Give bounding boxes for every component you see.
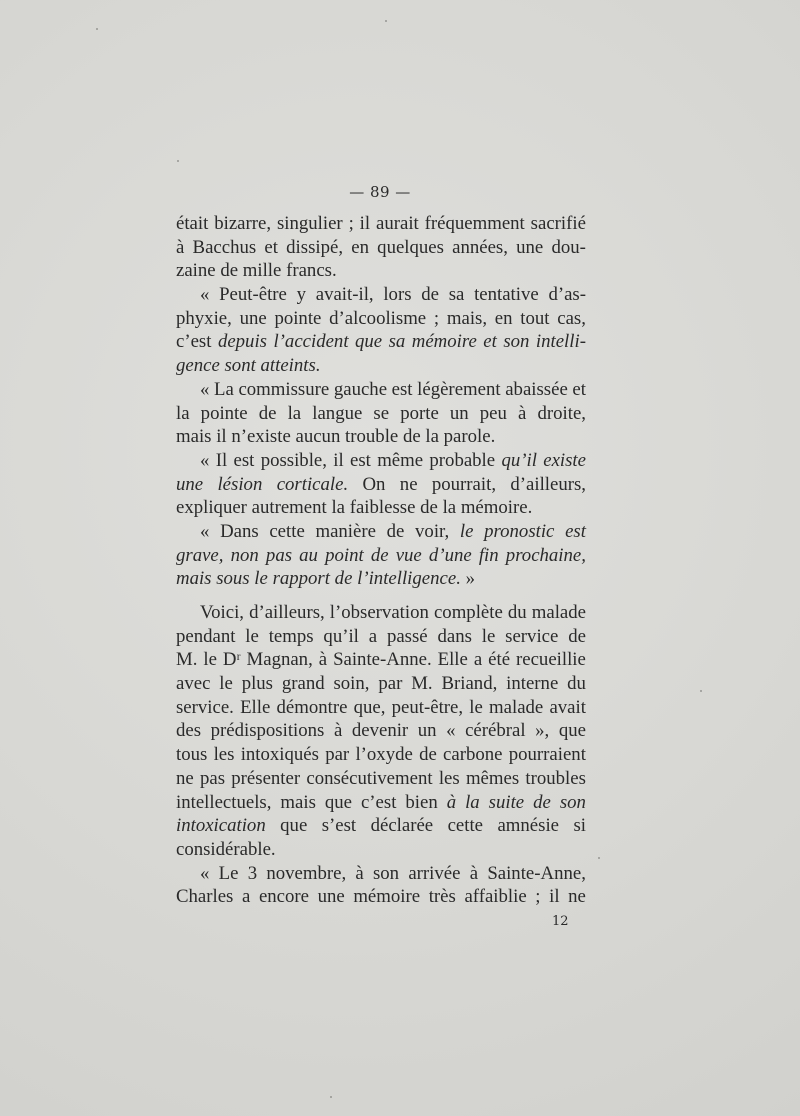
word: mémoire [411, 331, 477, 353]
word: l’intelligence. [357, 568, 461, 590]
word: « [200, 378, 210, 400]
word: un [417, 720, 437, 742]
text-line [176, 648, 586, 672]
word: est [391, 378, 413, 400]
word: n’existe [231, 426, 291, 448]
word: ne [176, 767, 194, 789]
word: parole. [443, 426, 496, 448]
word: tous [176, 744, 208, 766]
text-line [176, 236, 586, 260]
word: Sainte-Anne. [333, 649, 432, 671]
word: les [213, 744, 235, 766]
word: expliquer [176, 497, 247, 519]
word: droite, [537, 402, 586, 424]
word: que, [353, 696, 386, 718]
word: point [325, 544, 364, 566]
word: d’as- [548, 284, 586, 306]
word: si [573, 815, 586, 837]
word: ne [399, 473, 418, 495]
word: francs. [286, 260, 337, 282]
text-line [176, 378, 586, 402]
word: mais [280, 791, 316, 813]
word: présenter [231, 767, 301, 789]
word: « [446, 720, 456, 742]
word: déclarée [370, 815, 434, 837]
word: grand [281, 673, 325, 695]
word: à [176, 236, 185, 258]
word: zaine [176, 260, 216, 282]
text-line [176, 544, 586, 568]
word: malade [489, 696, 544, 718]
word: cette [269, 520, 305, 542]
word: dissipé, [286, 236, 344, 258]
word: Il [215, 449, 228, 471]
word: peut-être, [391, 696, 464, 718]
word: une [317, 886, 345, 908]
word: affaiblie [464, 886, 527, 908]
text-line [176, 696, 586, 720]
word: M. [176, 649, 198, 671]
word: démontre [276, 696, 348, 718]
word: voir, [415, 520, 450, 542]
word: il [333, 449, 344, 471]
word: et [483, 331, 497, 353]
text-line [176, 449, 586, 473]
word: ne [568, 886, 586, 908]
word: Elle [437, 649, 468, 671]
word: existe [543, 449, 586, 471]
word: Peut-être [219, 284, 287, 306]
text-line [176, 402, 586, 426]
word: l’accident [273, 331, 349, 353]
word: abaissée [505, 378, 568, 400]
text-line [176, 425, 586, 449]
word: porte [400, 402, 439, 424]
word: du [507, 602, 527, 623]
word-space [495, 425, 500, 449]
word: s’est [321, 815, 357, 837]
word: pendant [176, 625, 236, 647]
word: c’est [176, 331, 212, 353]
word: Voici, [200, 602, 244, 623]
word: intellectuels, [176, 791, 272, 813]
word: de [533, 791, 551, 813]
word: été [488, 649, 511, 671]
word: phyxie, [176, 307, 232, 329]
word: « [200, 449, 210, 471]
word: cas, [557, 307, 586, 329]
word: Elle [240, 696, 271, 718]
paper-speck [96, 28, 98, 30]
page-number: — 89 — [349, 183, 411, 201]
paper-speck [330, 1096, 332, 1098]
word: ; [535, 886, 541, 908]
word: passé [386, 625, 428, 647]
word: à [469, 862, 479, 884]
word: que [324, 791, 352, 813]
word: cette [447, 815, 484, 837]
word: et [572, 378, 586, 400]
paragraph-gap [176, 591, 586, 601]
text-line [176, 520, 586, 544]
word: a [368, 625, 378, 647]
word: amnésie [497, 815, 560, 837]
word: dou- [551, 236, 586, 258]
word: a [241, 886, 251, 908]
word: la [465, 791, 480, 813]
word: depuis [217, 331, 267, 353]
word: « [200, 284, 210, 306]
word: légèrement [417, 378, 501, 400]
word: recueillie [516, 649, 586, 671]
word: pourrait, [431, 473, 497, 495]
word: la [425, 426, 439, 448]
paper-speck [385, 20, 387, 22]
word: le [219, 673, 233, 695]
word: son [372, 862, 400, 884]
word: que [355, 331, 383, 353]
word: commissure [238, 378, 330, 400]
word: à [355, 862, 364, 884]
text-line [176, 259, 586, 283]
word: intoxication [176, 815, 266, 837]
word: encore [258, 886, 309, 908]
word: le [245, 625, 259, 647]
word: lésion [217, 473, 263, 495]
text-line [176, 625, 586, 649]
word: pronostic [484, 520, 555, 542]
word: vue [395, 544, 422, 566]
word: très [428, 886, 456, 908]
text-line [176, 743, 586, 767]
word: le [469, 696, 483, 718]
word: arrivée [408, 862, 461, 884]
word: Le [218, 862, 239, 884]
word: en [351, 236, 369, 258]
word: avec [176, 673, 211, 695]
word: Briand, [441, 673, 498, 695]
word: son [559, 791, 586, 813]
word: pointe [200, 402, 248, 424]
word: gauche [333, 378, 388, 400]
word: le [481, 625, 496, 647]
word: est [565, 520, 586, 542]
word: que [558, 720, 586, 742]
paper-speck [598, 857, 600, 859]
word: l’oxyde [355, 744, 413, 766]
text-line [176, 885, 586, 909]
word-space [475, 567, 480, 591]
word: avait-il, [315, 284, 374, 306]
word: la [176, 402, 190, 424]
word: plus [241, 673, 273, 695]
word: par [325, 744, 350, 766]
text-line [176, 330, 586, 354]
word: non [230, 544, 259, 566]
word: la [331, 497, 345, 519]
word: manière [315, 520, 376, 542]
word: d’ailleurs, [510, 473, 586, 495]
text-line [176, 862, 586, 886]
word: prochaine, [505, 544, 586, 566]
word: 3 [247, 862, 258, 884]
word: est [233, 449, 255, 471]
word: de [420, 497, 438, 519]
word: ; [433, 307, 440, 329]
word-space [321, 354, 326, 378]
word: « [200, 520, 210, 542]
word: à [318, 649, 328, 671]
word: avait [549, 696, 586, 718]
word: soin, [333, 673, 370, 695]
word: mille [242, 260, 282, 282]
word: La [214, 378, 234, 400]
word: tentative [474, 284, 539, 306]
word: de [258, 402, 277, 424]
word: », [535, 720, 550, 742]
word: pas [265, 544, 293, 566]
word: M. [411, 673, 433, 695]
text-line [176, 567, 586, 591]
word: corticale. [276, 473, 349, 495]
word: ; [348, 213, 354, 234]
word-space [276, 838, 281, 862]
word: d’alcoolisme [329, 307, 427, 329]
text-line [176, 601, 586, 625]
word: de [386, 520, 405, 542]
word: sa [448, 284, 465, 306]
word: l’observation [329, 602, 429, 623]
text-line [176, 791, 586, 815]
word: la [287, 402, 302, 424]
word: y [296, 284, 307, 306]
word: cérébral [465, 720, 526, 742]
word: gence [176, 355, 220, 377]
word: à [446, 791, 457, 813]
word: même [377, 449, 424, 471]
word: carbone [443, 744, 503, 766]
word: sont [224, 355, 256, 377]
word: grave, [176, 544, 224, 566]
word: considérable. [176, 838, 276, 860]
word: de [419, 744, 437, 766]
word: les [438, 767, 460, 789]
word: tout [520, 307, 550, 329]
word: pas [199, 767, 226, 789]
word: son [503, 331, 530, 353]
word: de [220, 260, 239, 282]
word: singulier [276, 213, 343, 234]
word: le [254, 568, 268, 590]
word: se [373, 402, 390, 424]
word: service. [176, 696, 234, 718]
word: de [568, 625, 586, 647]
word: et [264, 236, 278, 258]
word: mais, [446, 307, 488, 329]
word: novembre, [266, 862, 347, 884]
word: fréquemment [424, 213, 525, 234]
word: autrement [251, 497, 327, 519]
word: au [299, 544, 318, 566]
word: bizarre, [214, 213, 272, 234]
word: lors [383, 284, 412, 306]
word: service [505, 625, 559, 647]
word: de [402, 426, 421, 448]
word: possible, [260, 449, 327, 471]
word: suite [488, 791, 525, 813]
text-line [176, 672, 586, 696]
word: intelli- [535, 331, 586, 353]
word: sous [216, 568, 250, 590]
word: quelques [377, 236, 444, 258]
word: d’ailleurs, [249, 602, 325, 623]
text-line [176, 838, 586, 862]
word: On [362, 473, 386, 495]
text-line [176, 283, 586, 307]
word: des [176, 720, 202, 742]
word: la [442, 497, 457, 519]
word: c’est [360, 791, 397, 813]
word: Charles [176, 886, 234, 908]
word: mêmes [465, 767, 520, 789]
word: rapport [272, 568, 330, 590]
word: interne [506, 673, 559, 695]
word-space [532, 496, 537, 520]
word: peu [479, 402, 507, 424]
word: par [378, 673, 403, 695]
word: » [465, 568, 475, 590]
word: troubles [525, 767, 586, 789]
word: qu’il [323, 625, 359, 647]
word: Bacchus [192, 236, 257, 258]
word: qu’il [501, 449, 537, 471]
word: une [176, 473, 204, 495]
word: une [239, 307, 267, 329]
word: consécutivement [306, 767, 433, 789]
word: sacrifié [530, 213, 586, 234]
paper-speck [700, 690, 702, 692]
word: a [473, 649, 483, 671]
word: il [549, 886, 560, 908]
word: pourraient [508, 744, 586, 766]
text-line [176, 307, 586, 331]
word: de [421, 284, 439, 306]
word: bien [405, 791, 438, 813]
signature-mark: 12 [552, 914, 569, 929]
word: il [216, 426, 227, 448]
paper-speck [177, 160, 179, 162]
word: fin [478, 544, 499, 566]
word: intoxiqués [240, 744, 319, 766]
word: « [200, 862, 210, 884]
word: complète [433, 602, 503, 623]
word: malade [531, 602, 586, 623]
text-line [176, 212, 586, 236]
text-line [176, 354, 586, 378]
word: devenir [351, 720, 409, 742]
word: mais [176, 568, 212, 590]
word: à [518, 402, 527, 424]
text-line [176, 719, 586, 743]
text-line [176, 814, 586, 838]
word: Dʳ [222, 649, 241, 671]
word: années, [452, 236, 508, 258]
word: il [359, 213, 371, 234]
word: mémoire. [460, 497, 533, 519]
word: aucun [295, 426, 341, 448]
word: le [203, 649, 217, 671]
body-text [176, 212, 586, 909]
word: aurait [376, 213, 419, 234]
word: atteints. [260, 355, 321, 377]
word: une [516, 236, 544, 258]
word: mais [176, 426, 212, 448]
word: est [350, 449, 371, 471]
word: Sainte-Anne, [487, 862, 586, 884]
text-line [176, 473, 586, 497]
text-line [176, 496, 586, 520]
word: faiblesse [349, 497, 416, 519]
text-line [176, 767, 586, 791]
word: prédispositions [210, 720, 325, 742]
word: était [176, 213, 209, 234]
word: à [333, 720, 343, 742]
word: le [459, 520, 474, 542]
word: de [370, 544, 389, 566]
word: Dans [220, 520, 259, 542]
word: d’une [428, 544, 472, 566]
word: de [334, 568, 353, 590]
word: langue [312, 402, 363, 424]
word: probable [429, 449, 496, 471]
word: en [494, 307, 513, 329]
word: Magnan, [246, 649, 313, 671]
word-space [337, 259, 342, 283]
word: que [280, 815, 308, 837]
word: du [567, 673, 586, 695]
word: trouble [345, 426, 399, 448]
word: un [449, 402, 469, 424]
word: pointe [274, 307, 322, 329]
word: dans [437, 625, 472, 647]
word: mémoire [353, 886, 421, 908]
word: temps [268, 625, 314, 647]
word: sa [388, 331, 406, 353]
